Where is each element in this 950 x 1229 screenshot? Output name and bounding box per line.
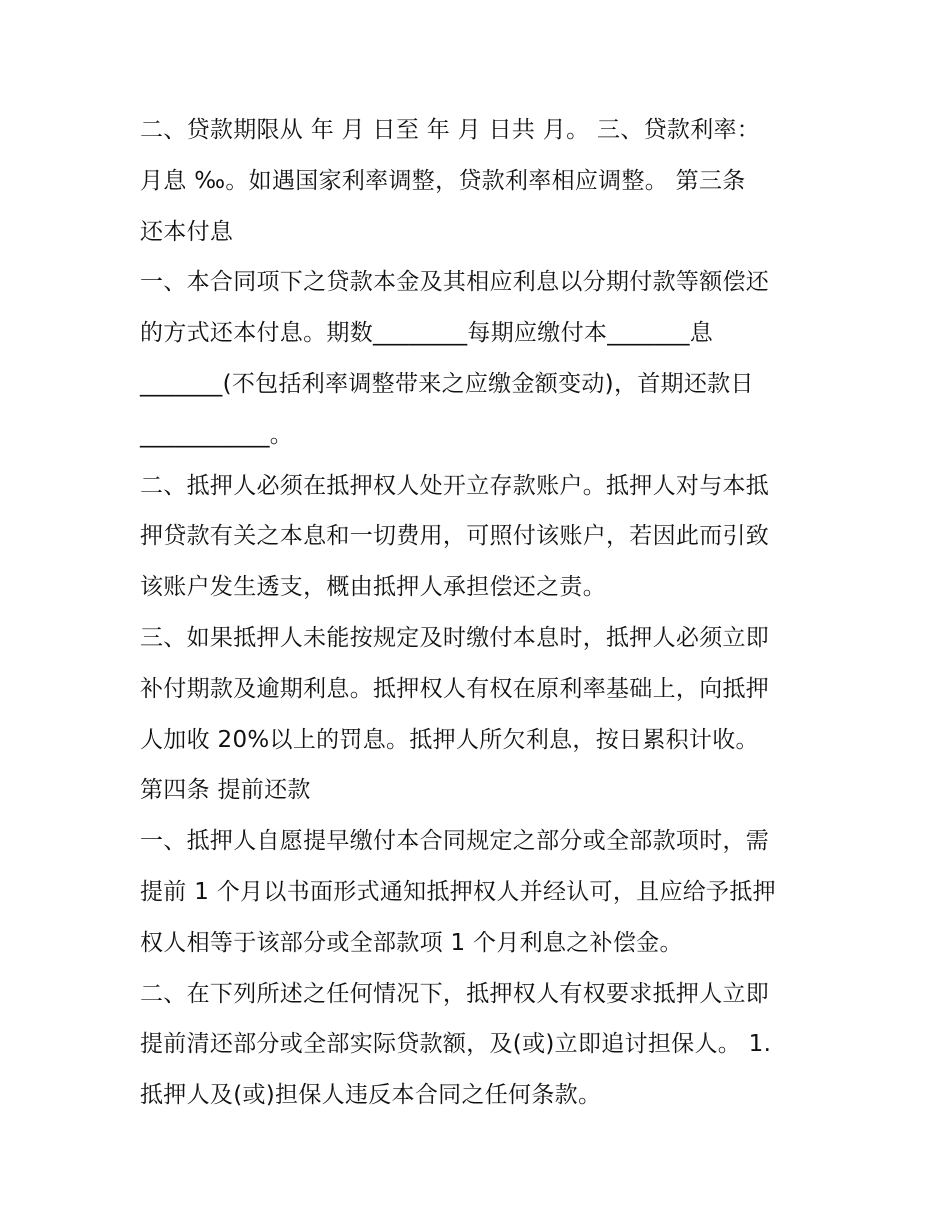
- text-line: 该账户发生透支，概由抵押人承担偿还之责。: [140, 574, 606, 601]
- text-line: 权人相等于该部分或全部款项 1 个月利息之补偿金。: [140, 929, 683, 956]
- text-line: 补付期款及逾期利息。抵押权人有权在原利率基础上，向抵押: [140, 675, 770, 702]
- text-line: 的方式还本付息。期数________每期应缴付本_______息: [140, 320, 714, 347]
- text-line: 提前 1 个月以书面形式通知抵押权人并经认可，且应给予抵押: [140, 878, 776, 905]
- text-line: 二、贷款期限从 年 月 日至 年 月 日共 月。 三、贷款利率：: [140, 117, 761, 143]
- text-line: 还本付息: [140, 218, 234, 245]
- text-line: 一、抵押人自愿提早缴付本合同规定之部分或全部款项时，需: [140, 828, 770, 855]
- text-line: 三、如果抵押人未能按规定及时缴付本息时，抵押人必须立即: [140, 624, 770, 651]
- text-line: ___________。: [140, 421, 294, 448]
- document-body: [140, 105, 820, 1121]
- text-line: 提前清还部分或全部实际贷款额，及(或)立即追讨担保人。 1.: [140, 1031, 772, 1058]
- text-line: 月息 ‰。如遇国家利率调整，贷款利率相应调整。 第三条: [140, 167, 746, 194]
- text-line: 抵押人及(或)担保人违反本合同之任何条款。: [140, 1082, 602, 1109]
- text-line: 人加收 20%以上的罚息。抵押人所欠利息，按日累积计收。: [140, 726, 759, 753]
- text-line: 二、在下列所述之任何情况下，抵押权人有权要求抵押人立即: [140, 980, 770, 1007]
- text-line: _______(不包括利率调整带来之应缴金额变动)，首期还款日: [140, 370, 754, 397]
- text-line: 二、抵押人必须在抵押权人处开立存款账户。抵押人对与本抵: [140, 472, 770, 499]
- text-line: 一、本合同项下之贷款本金及其相应利息以分期付款等额偿还: [140, 269, 770, 296]
- section-heading: 第四条 提前还款: [140, 777, 311, 804]
- text-line: 押贷款有关之本息和一切费用，可照付该账户，若因此而引致: [140, 523, 770, 550]
